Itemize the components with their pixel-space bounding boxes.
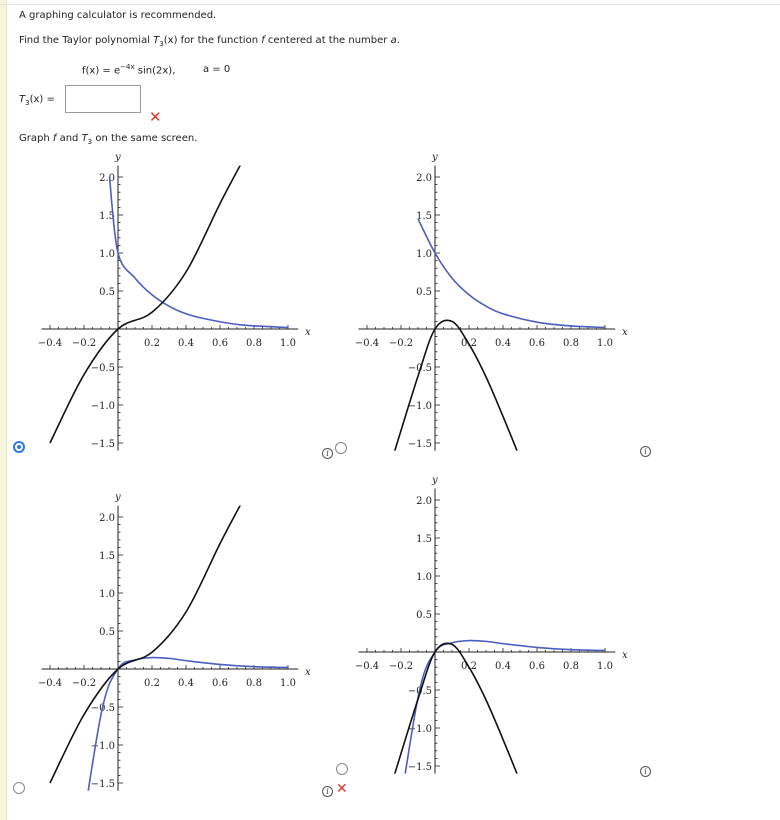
y-tick-label: −1.0: [90, 741, 115, 752]
y-tick-label: −0.5: [90, 363, 115, 374]
info-icon[interactable]: i: [640, 766, 651, 777]
center-value: a = 0: [203, 64, 231, 75]
y-tick-label: 0.5: [416, 610, 432, 621]
x-tick-label: 1.0: [280, 678, 296, 689]
x-tick-label: 0.6: [212, 678, 228, 689]
x-mark-icon: ✕: [336, 781, 348, 797]
y-tick-label: 0.5: [99, 287, 115, 298]
x-tick-label: −0.4: [354, 338, 380, 349]
y-tick-label: −1.0: [407, 724, 432, 735]
answer-label: $T_3(x)$ =: [19, 94, 55, 107]
y-tick-label: 1.5: [416, 211, 432, 222]
x-tick-label: 0.4: [495, 338, 511, 349]
radio-option-top-left[interactable]: [13, 441, 25, 453]
x-axis-label: x: [622, 327, 628, 338]
x-tick-label: 0.2: [144, 338, 160, 349]
x-tick-label: −0.2: [71, 678, 97, 689]
graph-option-top-right: [355, 152, 628, 458]
y-tick-label: −1.5: [407, 439, 432, 450]
y-tick-label: 1.5: [99, 551, 115, 562]
x-tick-label: 0.2: [144, 678, 160, 689]
x-tick-label: 0.2: [461, 338, 477, 349]
info-icon[interactable]: i: [640, 446, 651, 457]
x-mark-icon: ✕: [149, 108, 162, 126]
y-axis-label: y: [432, 151, 438, 163]
t3-curve: [50, 162, 242, 443]
x-tick-label: 0.8: [246, 678, 262, 689]
radio-option-bottom-left[interactable]: [13, 782, 25, 794]
y-tick-label: 1.5: [416, 534, 432, 545]
x-tick-label: 0.2: [461, 661, 477, 672]
x-tick-label: 0.6: [529, 661, 545, 672]
radio-option-top-right[interactable]: [335, 442, 347, 454]
x-tick-label: 0.4: [178, 678, 194, 689]
f-curve: [110, 177, 289, 327]
y-axis-label: y: [115, 491, 121, 503]
x-tick-label: −0.4: [354, 661, 380, 672]
x-tick-label: 0.6: [529, 338, 545, 349]
x-tick-label: −0.2: [388, 338, 414, 349]
y-tick-label: 1.0: [416, 572, 432, 583]
graph-option-bottom-right: [355, 475, 628, 820]
info-icon[interactable]: i: [322, 448, 333, 459]
y-tick-label: −1.0: [90, 401, 115, 412]
x-tick-label: 1.0: [280, 338, 296, 349]
x-tick-label: 0.8: [246, 338, 262, 349]
y-tick-label: 0.5: [99, 627, 115, 638]
x-axis-label: x: [305, 667, 311, 678]
x-tick-label: −0.4: [37, 678, 63, 689]
y-tick-label: 0.5: [416, 287, 432, 298]
y-tick-label: −0.5: [407, 363, 432, 374]
graph-option-top-left: [38, 152, 311, 451]
function-definition: $f(x) = e^{-4x}$ sin(2x),: [82, 63, 176, 77]
y-tick-label: 2.0: [416, 173, 432, 184]
graph-option-bottom-left: [38, 492, 311, 820]
y-tick-label: 1.0: [416, 249, 432, 260]
t3-curve: [50, 502, 242, 783]
y-axis-label: y: [432, 474, 438, 486]
y-tick-label: −1.5: [407, 762, 432, 773]
y-tick-label: −1.5: [90, 779, 115, 790]
x-axis-label: x: [622, 650, 628, 661]
y-axis-label: y: [115, 151, 121, 163]
info-icon[interactable]: i: [322, 786, 333, 797]
x-axis-label: x: [305, 327, 311, 338]
y-tick-label: −1.0: [407, 401, 432, 412]
x-tick-label: 0.4: [178, 338, 194, 349]
y-tick-label: 2.0: [99, 513, 115, 524]
x-tick-label: −0.2: [388, 661, 414, 672]
x-tick-label: 0.8: [563, 661, 579, 672]
x-tick-label: 0.8: [563, 338, 579, 349]
x-tick-label: −0.4: [37, 338, 63, 349]
y-tick-label: 1.5: [99, 211, 115, 222]
graph-prompt: Graph f and $T_3$ on the same screen.: [19, 133, 198, 146]
y-tick-label: −0.5: [90, 703, 115, 714]
radio-option-bottom-right[interactable]: [336, 763, 348, 775]
y-tick-label: 1.0: [99, 589, 115, 600]
x-tick-label: 0.6: [212, 338, 228, 349]
y-tick-label: 2.0: [99, 173, 115, 184]
y-tick-label: −0.5: [407, 686, 432, 697]
y-tick-label: 1.0: [99, 249, 115, 260]
question-text: Find the Taylor polynomial $T_3(x)$ for the function f centered at the number a.: [19, 35, 400, 48]
x-tick-label: −0.2: [71, 338, 97, 349]
x-tick-label: 1.0: [597, 661, 613, 672]
y-tick-label: 2.0: [416, 496, 432, 507]
y-tick-label: −1.5: [90, 439, 115, 450]
recommend-text: A graphing calculator is recommended.: [19, 10, 217, 21]
x-tick-label: 1.0: [597, 338, 613, 349]
f-curve: [418, 219, 605, 328]
x-tick-label: 0.4: [495, 661, 511, 672]
